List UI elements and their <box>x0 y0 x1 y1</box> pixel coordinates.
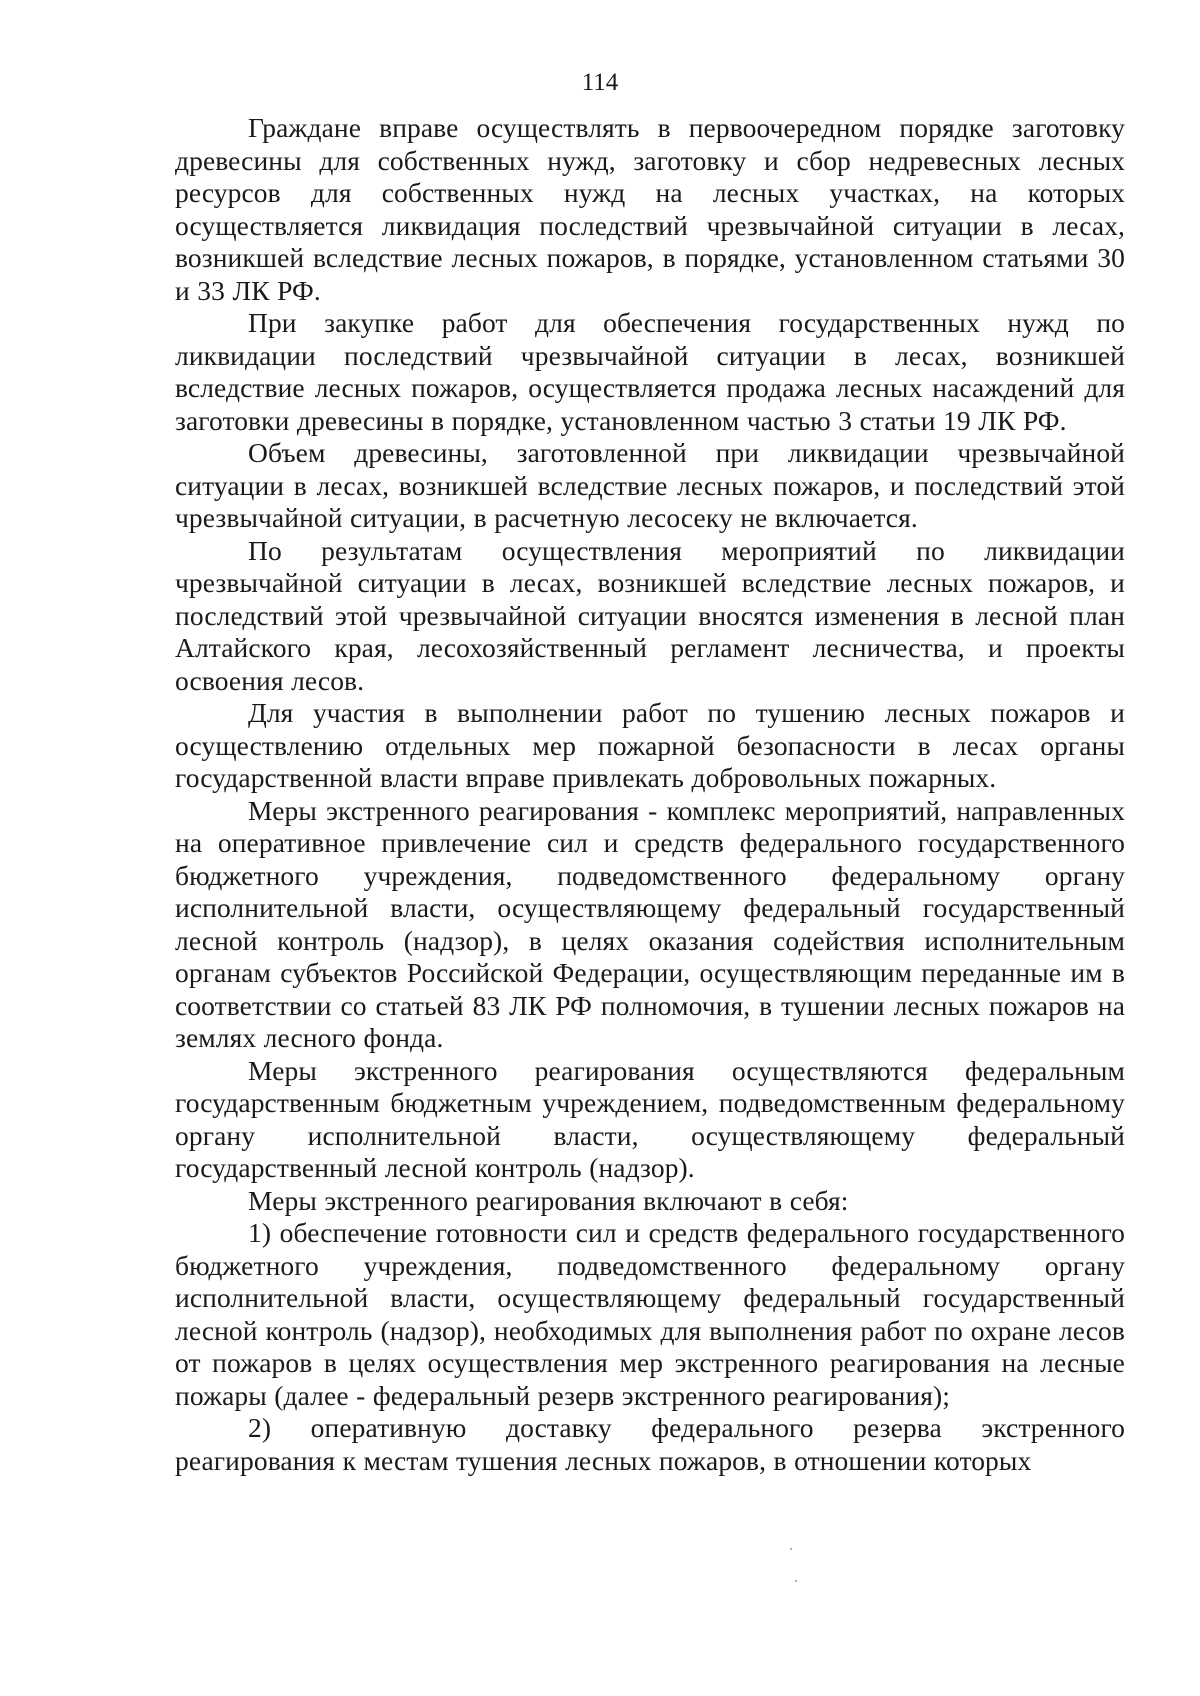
paragraph-volunteer-firefighters: Для участия в выполнении работ по тушению лесных пожаров и осуществлению отдельных мер пожарной безопасности в лесах органы государственной власти вправе привлекать добровольных пожарных. <box>175 697 1125 793</box>
scan-artifact-dot <box>795 1580 797 1582</box>
scan-artifact-dot <box>790 1548 792 1550</box>
list-item-2: 2) оперативную доставку федерального резерва экстренного реагирования к местам тушения лесных пожаров, в отношении которых <box>175 1412 1125 1476</box>
document-body <box>175 112 1125 1477</box>
paragraph-emergency-measures-include: Меры экстренного реагирования включают в себя: <box>248 1184 849 1216</box>
paragraph-forest-plan-changes: По результатам осуществления мероприятий по ликвидации чрезвычайной ситуации в лесах, возникшей вследствие лесных пожаров, и последствий этой чрезвычайной ситуации вносятся изменения в лесной план Алтайского края, лесохозяйственный регламент лесничества, и проекты освоения лесов. <box>175 534 1125 696</box>
list-item-1: 1) обеспечение готовности сил и средств федерального государственного бюджетного учреждения, подведомственного федеральному органу исполнительной власти, осуществляющему федеральный государственный лесной контроль (надзор), необходимых для выполнения работ по охране лесов от пожаров в целях осуществления мер экстренного реагирования на лесные пожары (далее - федеральный резерв экстренного реагирования); <box>175 1217 1125 1411</box>
paragraph-emergency-measures-definition: Меры экстренного реагирования - комплекс мероприятий, направленных на оперативное привлечение сил и средств федерального государственного бюджетного учреждения, подведомственного федеральному органу исполнительной власти, осуществляющему федеральный государственный лесной контроль (надзор), в целях оказания содействия исполнительным органам субъектов Российской Федерации, осуществляющим переданные им в соответствии со статьей 83 ЛК РФ полномочия, в тушении лесных пожаров на землях лесного фонда. <box>175 794 1125 1053</box>
paragraph-procurement: При закупке работ для обеспечения государственных нужд по ликвидации последствий чрезвычайной ситуации в лесах, возникшей вследствие лесных пожаров, осуществляется продажа лесных насаждений для заготовки древесины в порядке, установленном частью 3 статьи 19 ЛК РФ. <box>175 307 1125 436</box>
paragraph-emergency-measures-executor: Меры экстренного реагирования осуществляются федеральным государственным бюджетным учреждением, подведомственным федеральному органу исполнительной власти, осуществляющему федеральный государственный лесной контроль (надзор). <box>175 1054 1125 1183</box>
page-number: 114 <box>581 69 619 96</box>
paragraph-timber-volume: Объем древесины, заготовленной при ликвидации чрезвычайной ситуации в лесах, возникшей вследствие лесных пожаров, и последствий этой чрезвычайной ситуации, в расчетную лесосеку не включается. <box>175 437 1125 533</box>
paragraph-citizens-harvesting: Граждане вправе осуществлять в первоочередном порядке заготовку древесины для собственных нужд, заготовку и сбор недревесных лесных ресурсов для собственных нужд на лесных участках, на которых осуществляется ликвидация последствий чрезвычайной ситуации в лесах, возникшей вследствие лесных пожаров, в порядке, установленном статьями 30 и 33 ЛК РФ. <box>175 112 1125 306</box>
